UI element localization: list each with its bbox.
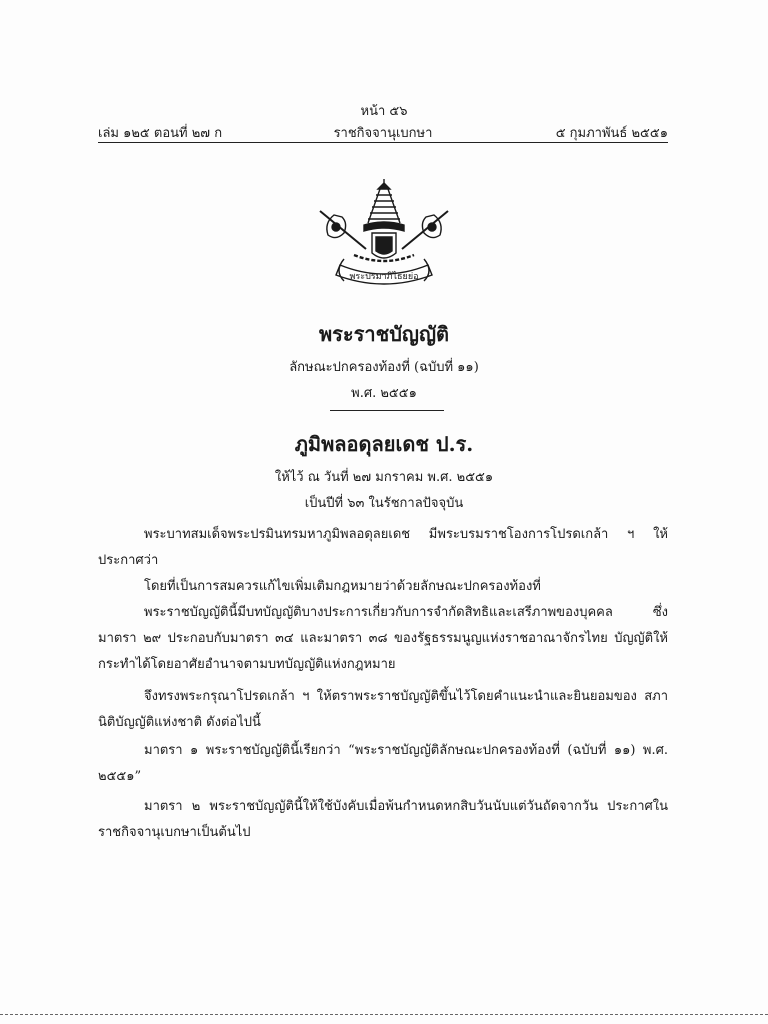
section-1: มาตรา ๑ พระราชบัญญัตินี้เรียกว่า “พระราชบัญญัติลักษณะปกครองท้องที่ (ฉบับที่ ๑๑) พ.ศ. ๒๕๕๑”: [98, 743, 668, 784]
volume-issue: เล่ม ๑๒๕ ตอนที่ ๒๗ ก: [98, 126, 223, 141]
header-divider: [98, 142, 668, 143]
reign-year: เป็นปีที่ ๖๓ ในรัชกาลปัจจุบัน: [304, 496, 464, 511]
scan-bottom-edge: [0, 1014, 768, 1015]
given-date: ให้ไว้ ณ วันที่ ๒๗ มกราคม พ.ศ. ๒๕๕๑: [274, 470, 494, 485]
gazette-name: ราชกิจจานุเบกษา: [333, 126, 433, 141]
act-year: พ.ศ. ๒๕๕๑: [351, 386, 417, 401]
publication-date: ๕ กุมภาพันธ์ ๒๕๕๑: [555, 126, 668, 141]
section-2: มาตรา ๒ พระราชบัญญัตินี้ให้ใช้บังคับเมื่อพ้นกำหนดหกสิบวันนับแต่วันถัดจากวัน ประกาศในราชกิจจานุเบกษาเป็นต้นไป: [98, 799, 668, 840]
title-divider: [330, 410, 444, 411]
act-title: พระราชบัญญัติ: [319, 322, 449, 346]
paragraph-enactment: จึงทรงพระกรุณาโปรดเกล้า ฯ ให้ตราพระราชบัญญัติขึ้นไว้โดยคำแนะนำและยินยอมของ สภานิติบัญญัติแห่งชาติ ดังต่อไปนี้: [98, 689, 668, 730]
gazette-header: [98, 122, 668, 140]
act-subtitle: ลักษณะปกครองท้องที่ (ฉบับที่ ๑๑): [289, 360, 479, 375]
paragraph-constitution: พระราชบัญญัตินี้มีบทบัญญัติบางประการเกี่ยวกับการจำกัดสิทธิและเสรีภาพของบุคคล ซึ่งมาตรา ๒๙ ประกอบกับมาตรา ๓๔ และมาตรา ๓๘ ของรัฐธรรมนูญแห่งราชอาณาจักรไทย บัญญัติให้กระทำได้โดยอาศัยอำนาจตามบทบัญญัติแห่งกฎหมาย: [98, 605, 668, 672]
paragraph-reason: โดยที่เป็นการสมควรแก้ไขเพิ่มเติมกฎหมายว่าด้วยลักษณะปกครองท้องที่: [144, 579, 541, 594]
paragraph-proclamation: พระบาทสมเด็จพระปรมินทรมหาภูมิพลอดุลยเดช มีพระบรมราชโองการโปรดเกล้า ฯ ให้ประกาศว่า: [98, 527, 668, 568]
garuda-royal-emblem-icon: [314, 175, 454, 293]
emblem-ribbon-text: พระปรมาภิไธยย่อ: [349, 272, 419, 282]
royal-signature: ภูมิพลอดุลยเดช ป.ร.: [294, 432, 474, 456]
page-number: หน้า ๕๖: [360, 104, 408, 119]
